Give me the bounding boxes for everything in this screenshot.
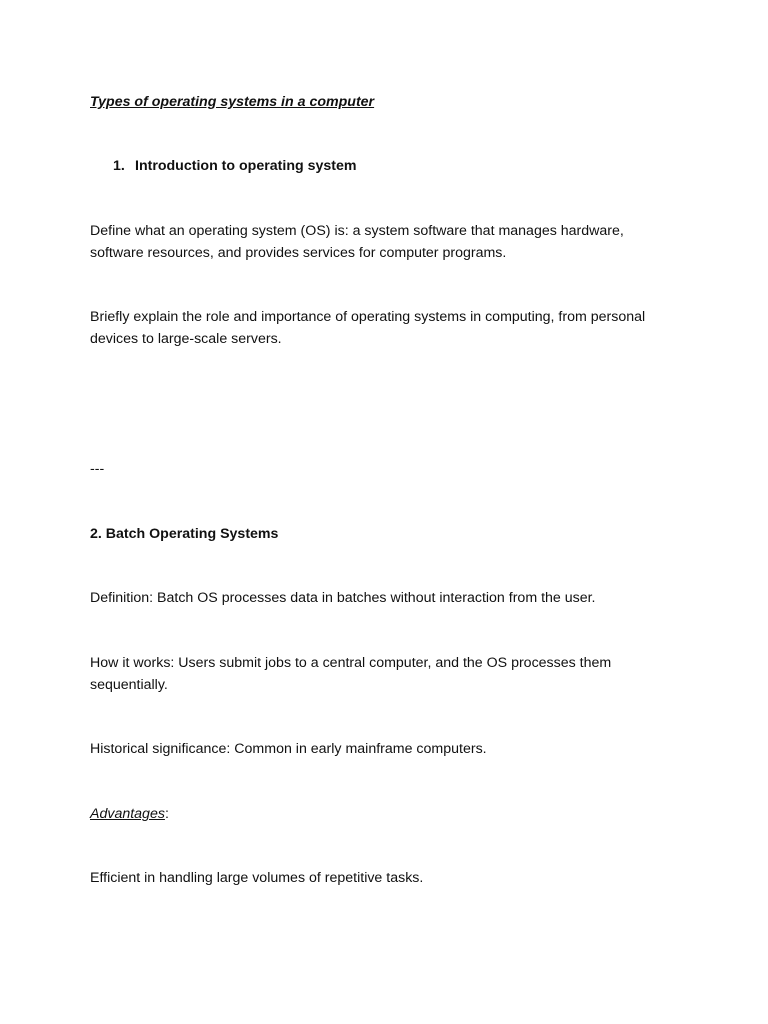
section-2-definition: Definition: Batch OS processes data in batches without interaction from the user. bbox=[90, 590, 596, 606]
section-1-heading bbox=[113, 155, 703, 177]
advantages-colon: : bbox=[164, 806, 169, 822]
section-2-historical-significance: Historical significance: Common in early mainframe computers. bbox=[90, 741, 487, 757]
section-2-how-it-works: How it works: Users submit jobs to a central computer, and the OS processes them sequentially. bbox=[90, 655, 612, 693]
section-1-heading-text: Introduction to operating system bbox=[135, 158, 357, 174]
section-1-paragraph-2: Briefly explain the role and importance of operating systems in computing, from personal devices to large-scale servers. bbox=[90, 309, 646, 347]
section-1-number: 1. bbox=[113, 158, 125, 174]
advantage-item: Efficient in handling large volumes of repetitive tasks. bbox=[90, 870, 424, 886]
advantages-heading bbox=[90, 803, 680, 825]
section-1-paragraph-1: Define what an operating system (OS) is: a system software that manages hardware, software resources, and provides services for computer programs. bbox=[90, 223, 624, 261]
separator: --- bbox=[90, 461, 105, 477]
section-2-heading: 2. Batch Operating Systems bbox=[90, 526, 279, 542]
document-title: Types of operating systems in a computer bbox=[90, 94, 375, 110]
advantages-label: Advantages bbox=[90, 806, 165, 822]
